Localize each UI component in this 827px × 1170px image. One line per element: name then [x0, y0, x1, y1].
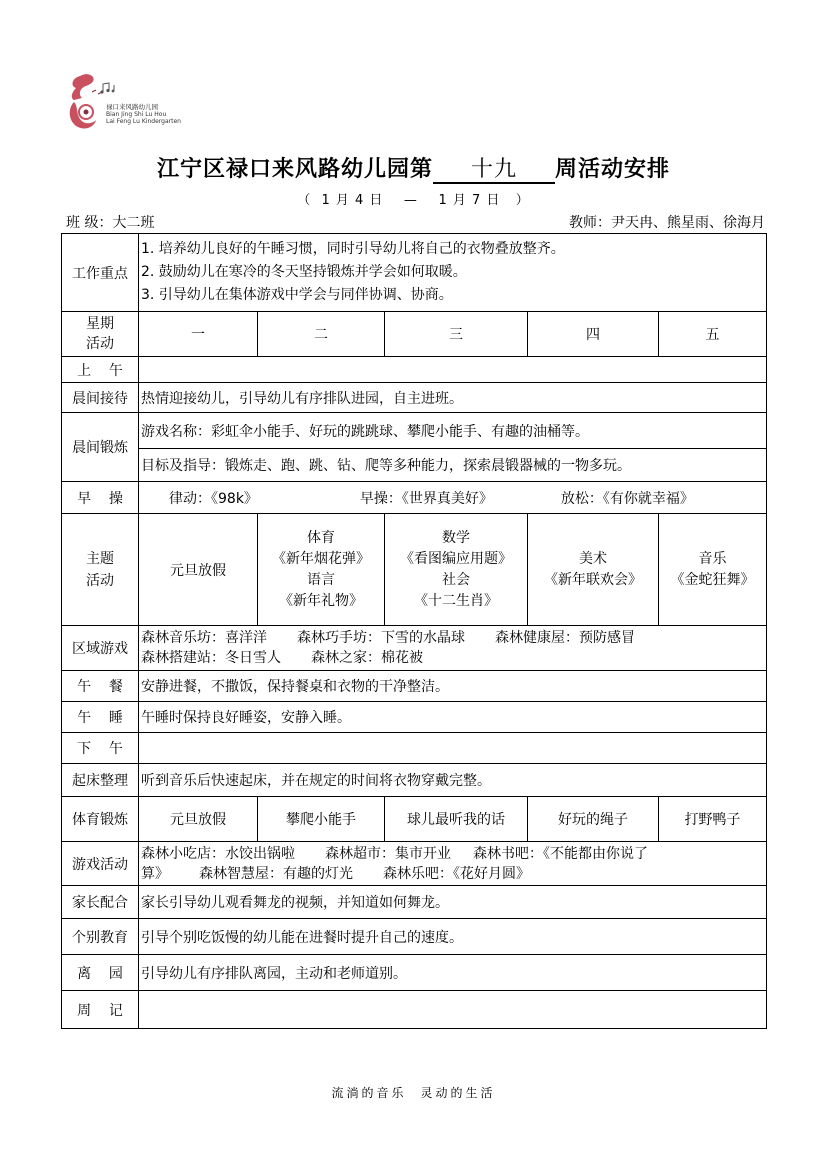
pe-tuesday: 攀爬小能手	[258, 797, 385, 842]
morning-empty	[139, 357, 767, 383]
play-item: 森林超市：集市开业	[325, 845, 451, 862]
notes-label: 周 记	[62, 991, 139, 1029]
area-games-row	[62, 626, 767, 671]
pe-friday: 打野鸭子	[659, 797, 767, 842]
play-item: 算》	[141, 865, 169, 882]
area-game: 森林音乐坊：喜洋洋	[141, 630, 267, 646]
pe-thursday: 好玩的绳子	[528, 797, 659, 842]
area-games-label: 区域游戏	[62, 626, 139, 671]
logo-emblem-icon	[62, 70, 106, 132]
play-label: 游戏活动	[62, 842, 139, 886]
area-game: 森林搭建站：冬日雪人	[141, 650, 281, 666]
parents-text: 家长引导幼儿观看舞龙的视频，并知道如何舞龙。	[139, 886, 767, 919]
area-game: 森林健康屋：预防感冒	[495, 630, 635, 646]
drill-relax: 放松：《有你就幸福》	[560, 490, 694, 507]
pe-wednesday: 球儿最听我的话	[385, 797, 528, 842]
drill-exercise: 早操：《世界真美好》	[359, 490, 493, 507]
leave-row	[62, 955, 767, 991]
theme-tue-line: 体育	[307, 529, 335, 546]
school-logo	[62, 70, 192, 132]
theme-fri-line: 《金蛇狂舞》	[670, 571, 755, 588]
focus-item: 3. 引导幼儿在集体游戏中学会与同伴协调、协商。	[141, 287, 453, 303]
title-suffix: 周活动安排	[555, 156, 671, 182]
focus-row	[62, 234, 767, 312]
focus-content	[139, 234, 767, 312]
nap-row	[62, 702, 767, 733]
pe-row	[62, 797, 767, 842]
play-item: 森林书吧：《不能都由你说了	[473, 845, 648, 862]
area-games-content	[139, 626, 767, 671]
theme-thursday	[528, 514, 659, 626]
activity-table	[61, 233, 767, 1029]
day-wednesday: 三	[385, 312, 528, 357]
date-range: （ 1 月 4 日 — 1 月 7 日 ）	[297, 193, 530, 208]
theme-wed-line: 数学	[442, 529, 470, 546]
logo-pinyin-2: Lai Feng Lu Kindergarten	[106, 118, 181, 125]
play-content	[139, 842, 767, 886]
nap-label: 午 睡	[62, 702, 139, 733]
theme-monday: 元旦放假	[139, 514, 258, 626]
theme-fri-line: 音乐	[698, 550, 727, 567]
drill-row	[62, 482, 767, 514]
class-label: 班 级：大二班	[66, 215, 155, 231]
theme-tue-line: 《新年礼物》	[279, 592, 363, 609]
parents-row	[62, 886, 767, 919]
day-friday: 五	[659, 312, 767, 357]
logo-text	[106, 104, 181, 125]
theme-wed-line: 社会	[442, 571, 470, 588]
play-item: 森林乐吧：《花好月圆》	[383, 865, 530, 882]
drill-rhythm: 律动：《98k》	[169, 490, 258, 507]
lunch-row	[62, 671, 767, 702]
music-note-icon	[100, 82, 120, 94]
theme-wed-line: 《十二生肖》	[414, 592, 498, 609]
drill-content	[139, 482, 767, 514]
footer-left: 流淌的音乐	[331, 1086, 407, 1100]
theme-wed-line: 《看图编应用题》	[400, 550, 512, 567]
area-game: 森林之家：棉花被	[311, 650, 423, 666]
individual-label: 个别教育	[62, 919, 139, 955]
lunch-text: 安静进餐，不撒饭，保持餐桌和衣物的干净整洁。	[139, 671, 767, 702]
leave-label: 离 园	[62, 955, 139, 991]
logo-name-cn: 禄口来风路幼儿园	[106, 103, 158, 111]
wakeup-text: 听到音乐后快速起床，并在规定的时间将衣物穿戴完整。	[139, 764, 767, 797]
week-number: 十九	[433, 158, 555, 184]
focus-item: 1. 培养幼儿良好的午睡习惯，同时引导幼儿将自己的衣物叠放整齐。	[141, 241, 565, 257]
day-monday: 一	[139, 312, 258, 357]
weekday-label: 星期	[86, 316, 114, 332]
day-thursday: 四	[528, 312, 659, 357]
nap-text: 午睡时保持良好睡姿，安静入睡。	[139, 702, 767, 733]
pe-label: 体育锻炼	[62, 797, 139, 842]
drill-label: 早 操	[62, 482, 139, 514]
logo-pinyin-1: Bian Jing Shi Lu Hou	[106, 111, 167, 118]
parents-label: 家长配合	[62, 886, 139, 919]
day-tuesday: 二	[258, 312, 385, 357]
exercise-games: 游戏名称：彩虹伞小能手、好玩的跳跳球、攀爬小能手、有趣的油桶等。	[139, 413, 767, 449]
exercise-goals: 目标及指导：锻炼走、跑、跳、钻、爬等多种能力，探索晨锻器械的一物多玩。	[139, 449, 767, 482]
theme-label	[62, 514, 139, 626]
individual-row	[62, 919, 767, 955]
focus-item: 2. 鼓励幼儿在寒冷的冬天坚持锻炼并学会如何取暖。	[141, 264, 467, 280]
activity-label: 活动	[86, 336, 114, 352]
reception-text: 热情迎接幼儿，引导幼儿有序排队进园，自主进班。	[139, 383, 767, 413]
theme-friday	[659, 514, 767, 626]
afternoon-row	[62, 733, 767, 764]
footer-motto	[0, 1084, 827, 1101]
reception-label: 晨间接待	[62, 383, 139, 413]
afternoon-label: 下 午	[62, 733, 139, 764]
individual-text: 引导个别吃饭慢的幼儿能在进餐时提升自己的速度。	[139, 919, 767, 955]
wakeup-row	[62, 764, 767, 797]
title-prefix: 江宁区禄口来风路幼儿园第	[156, 156, 433, 182]
theme-tuesday	[258, 514, 385, 626]
focus-label: 工作重点	[62, 234, 139, 312]
morning-label: 上 午	[62, 357, 139, 383]
afternoon-empty	[139, 733, 767, 764]
exercise-row-1	[62, 413, 767, 449]
play-item: 森林智慧屋：有趣的灯光	[199, 865, 353, 882]
theme-tue-line: 语言	[307, 571, 335, 588]
weekday-corner	[62, 312, 139, 357]
wakeup-label: 起床整理	[62, 764, 139, 797]
theme-label-1: 主题	[86, 550, 114, 567]
reception-row	[62, 383, 767, 413]
exercise-label: 晨间锻炼	[62, 413, 139, 482]
area-game: 森林巧手坊：下雪的水晶球	[297, 630, 465, 646]
exercise-row-2	[62, 449, 767, 482]
theme-thu-line: 《新年联欢会》	[544, 571, 642, 588]
theme-thu-line: 美术	[579, 550, 607, 567]
footer-right: 灵动的生活	[420, 1086, 496, 1100]
pe-monday: 元旦放假	[139, 797, 258, 842]
teachers-label: 教师：尹天冉、熊星雨、徐海月	[569, 215, 765, 231]
weekday-header-row	[62, 312, 767, 357]
theme-row	[62, 514, 767, 626]
morning-row	[62, 357, 767, 383]
notes-text	[139, 991, 767, 1029]
leave-text: 引导幼儿有序排队离园，主动和老师道别。	[139, 955, 767, 991]
theme-wednesday	[385, 514, 528, 626]
theme-tue-line: 《新年烟花弹》	[272, 550, 370, 567]
play-item: 森林小吃店：水饺出锅啦	[141, 845, 295, 862]
play-row	[62, 842, 767, 886]
theme-label-2: 活动	[86, 572, 114, 589]
lunch-label: 午 餐	[62, 671, 139, 702]
page-title	[0, 152, 827, 184]
notes-row	[62, 991, 767, 1029]
